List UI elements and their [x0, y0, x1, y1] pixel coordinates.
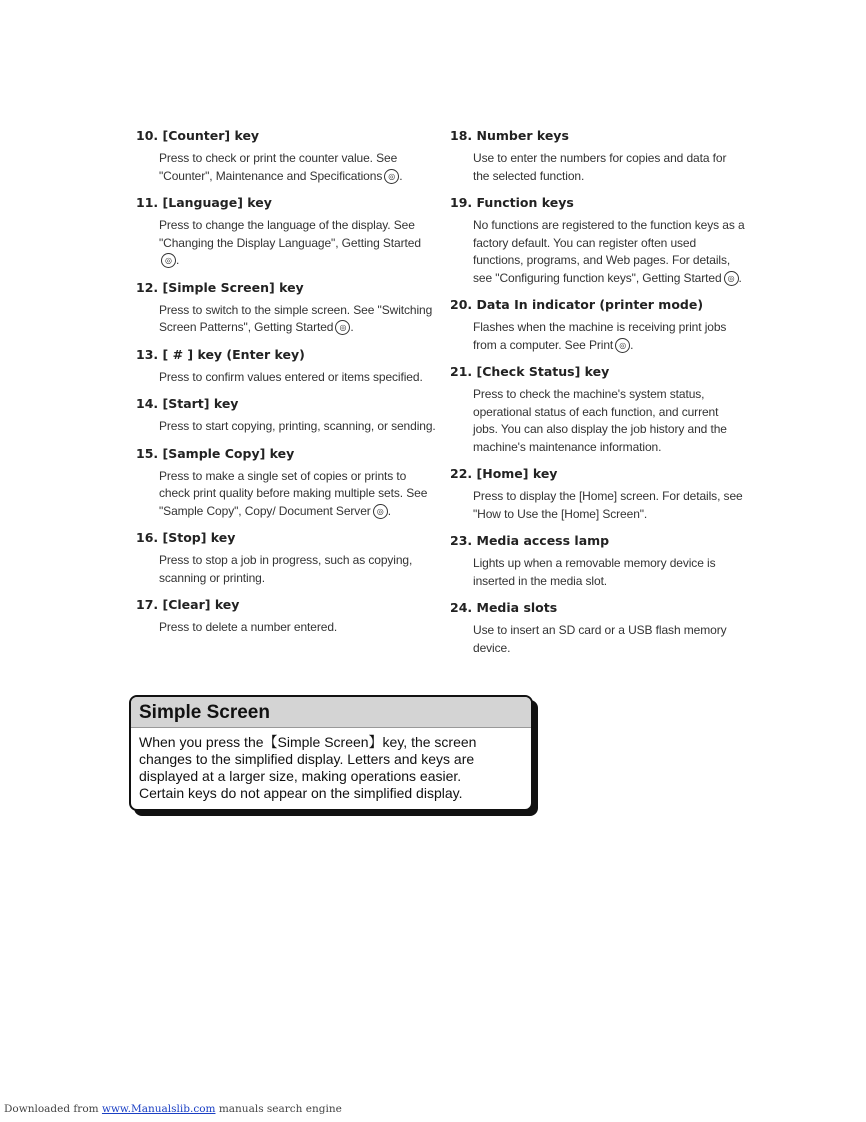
item-description-text: Flashes when the machine is receiving print jobs from a computer. See Print — [473, 320, 727, 352]
item-description: Press to check or print the counter value. See "Counter", Maintenance and Specifications ◎ . — [159, 151, 403, 183]
list-item — [450, 295, 745, 354]
list-item — [450, 464, 745, 523]
item-number: 19. — [450, 195, 473, 210]
note-title: Simple Screen — [131, 697, 531, 728]
item-number: 23. — [450, 533, 473, 548]
item-description-text: Lights up when a removable memory device is inserted in the media slot. — [473, 556, 716, 588]
item-number: 20. — [450, 297, 473, 312]
item-heading — [136, 444, 436, 464]
list-item — [450, 362, 745, 456]
list-item — [136, 278, 436, 337]
note-paragraph: When you press the【Simple Screen】key, the screen changes to the simplified display. Letters and keys are displayed at a larger size, making operations easier. — [139, 734, 477, 784]
item-number: 24. — [450, 600, 473, 615]
item-description-text: Press to check the machine's system status, operational status of each function, and current jobs. You can also display the job history and the machine's maintenance information. — [473, 387, 727, 454]
item-number: 12. — [136, 279, 159, 295]
item-title: Function keys — [476, 195, 574, 210]
item-number: 17. — [136, 597, 159, 612]
item-description — [159, 369, 436, 387]
item-number: 21. — [450, 364, 473, 379]
item-heading — [450, 126, 745, 146]
list-item — [136, 345, 436, 387]
footer-suffix: manuals search engine — [218, 1103, 342, 1115]
list-item — [136, 595, 436, 637]
item-number: 16. — [136, 530, 159, 545]
item-description: Press to change the language of the display. See "Changing the Display Language", Getting Started◎ . — [159, 218, 421, 267]
item-description: No functions are registered to the function keys as a factory default. You can register often used functions, programs, and Web pages. For details, see "Configuring function keys", Getting Started ◎ . — [473, 218, 745, 285]
item-heading — [136, 595, 436, 615]
item-title: Media access lamp — [476, 533, 610, 548]
item-description-text: Press to make a single set of copies or prints to check print quality before making multiple sets. See "Sample Copy", Copy/ Document Server — [159, 468, 428, 518]
item-title: [Check Status] key — [476, 364, 610, 379]
list-item — [136, 528, 436, 587]
item-description-text: Use to insert an SD card or a USB flash memory device. — [473, 623, 727, 655]
item-title: [Start] key — [162, 396, 239, 411]
item-number: 10. — [136, 128, 159, 143]
right-column — [450, 126, 745, 665]
item-number: 15. — [136, 445, 159, 461]
item-title: [Counter] key — [162, 128, 260, 143]
item-description — [473, 488, 745, 523]
item-heading — [450, 531, 745, 551]
item-title: [Sample Copy] key — [162, 445, 295, 461]
item-description — [159, 552, 436, 587]
manual-reference-icon: ◎ — [724, 271, 739, 286]
simple-screen-note — [129, 695, 533, 811]
item-heading — [136, 126, 436, 146]
item-description-text: Press to delete a number entered. — [159, 620, 338, 634]
item-description — [159, 418, 436, 436]
manual-reference-icon: ◎ — [384, 169, 399, 184]
download-footer — [4, 1103, 342, 1115]
item-heading — [136, 278, 436, 298]
item-title: [Simple Screen] key — [162, 279, 304, 295]
item-heading — [450, 193, 745, 213]
item-heading — [450, 362, 745, 382]
item-title: [ # ] key (Enter key) — [162, 346, 305, 362]
item-title: [Clear] key — [162, 597, 240, 612]
item-description — [473, 150, 745, 185]
item-number: 18. — [450, 128, 473, 143]
left-column — [136, 126, 436, 645]
list-item — [450, 193, 745, 287]
item-title: [Home] key — [476, 466, 558, 481]
manual-reference-icon: ◎ — [335, 320, 350, 335]
list-item — [136, 394, 436, 436]
manual-reference-icon: ◎ — [373, 504, 388, 519]
item-description-text: Press to check or print the counter value. See "Counter", Maintenance and Specifications — [159, 151, 398, 183]
item-description — [159, 619, 436, 637]
item-description: Press to switch to the simple screen. See "Switching Screen Patterns", Getting Started ◎ . — [159, 302, 433, 334]
item-title: Number keys — [476, 128, 569, 143]
item-number: 13. — [136, 346, 159, 362]
item-description: Flashes when the machine is receiving print jobs from a computer. See Print ◎ . — [473, 320, 727, 352]
note-paragraph: Certain keys do not appear on the simplified display. — [139, 785, 463, 801]
note-body — [131, 728, 531, 802]
item-description-text: Use to enter the numbers for copies and data for the selected function. — [473, 151, 727, 183]
list-item — [450, 126, 745, 185]
manual-reference-icon: ◎ — [615, 338, 630, 353]
item-heading — [450, 464, 745, 484]
item-heading — [450, 598, 745, 618]
item-title: [Stop] key — [162, 530, 236, 545]
list-item — [136, 193, 436, 270]
item-description-text: No functions are registered to the function keys as a factory default. You can register often used functions, programs, and Web pages. For details, see "Configuring function keys", Getting Started — [473, 218, 745, 285]
item-number: 11. — [136, 195, 159, 210]
manualslib-link[interactable]: www.Manualslib.com — [101, 1103, 216, 1115]
item-title: Data In indicator (printer mode) — [476, 297, 704, 312]
list-item — [450, 598, 745, 657]
item-number: 22. — [450, 466, 473, 481]
item-description-text: Press to start copying, printing, scanning, or sending. — [159, 419, 436, 433]
item-description-text: Press to switch to the simple screen. See "Switching Screen Patterns", Getting Started — [159, 302, 433, 334]
item-heading — [136, 394, 436, 414]
list-item — [450, 531, 745, 590]
footer-prefix: Downloaded from — [4, 1103, 99, 1115]
list-item — [136, 126, 436, 185]
item-title: Media slots — [476, 600, 558, 615]
item-heading — [136, 528, 436, 548]
item-description-text: Press to display the [Home] screen. For details, see "How to Use the [Home] Screen". — [473, 489, 743, 521]
item-description-text: Press to change the language of the display. See "Changing the Display Language", Getting Started — [159, 218, 421, 250]
item-description — [473, 555, 745, 590]
item-description: Press to make a single set of copies or prints to check print quality before making multiple sets. See "Sample Copy", Copy/ Document Server ◎ . — [159, 468, 428, 518]
item-description — [473, 386, 745, 456]
list-item — [136, 444, 436, 521]
item-number: 14. — [136, 396, 159, 411]
item-heading — [450, 295, 745, 315]
item-heading — [136, 345, 436, 365]
item-heading — [136, 193, 436, 213]
item-description-text: Press to confirm values entered or items specified. — [159, 369, 423, 384]
item-title: [Language] key — [162, 195, 272, 210]
item-description-text: Press to stop a job in progress, such as copying, scanning or printing. — [159, 553, 413, 585]
manual-reference-icon: ◎ — [161, 253, 176, 268]
item-description — [473, 622, 745, 657]
